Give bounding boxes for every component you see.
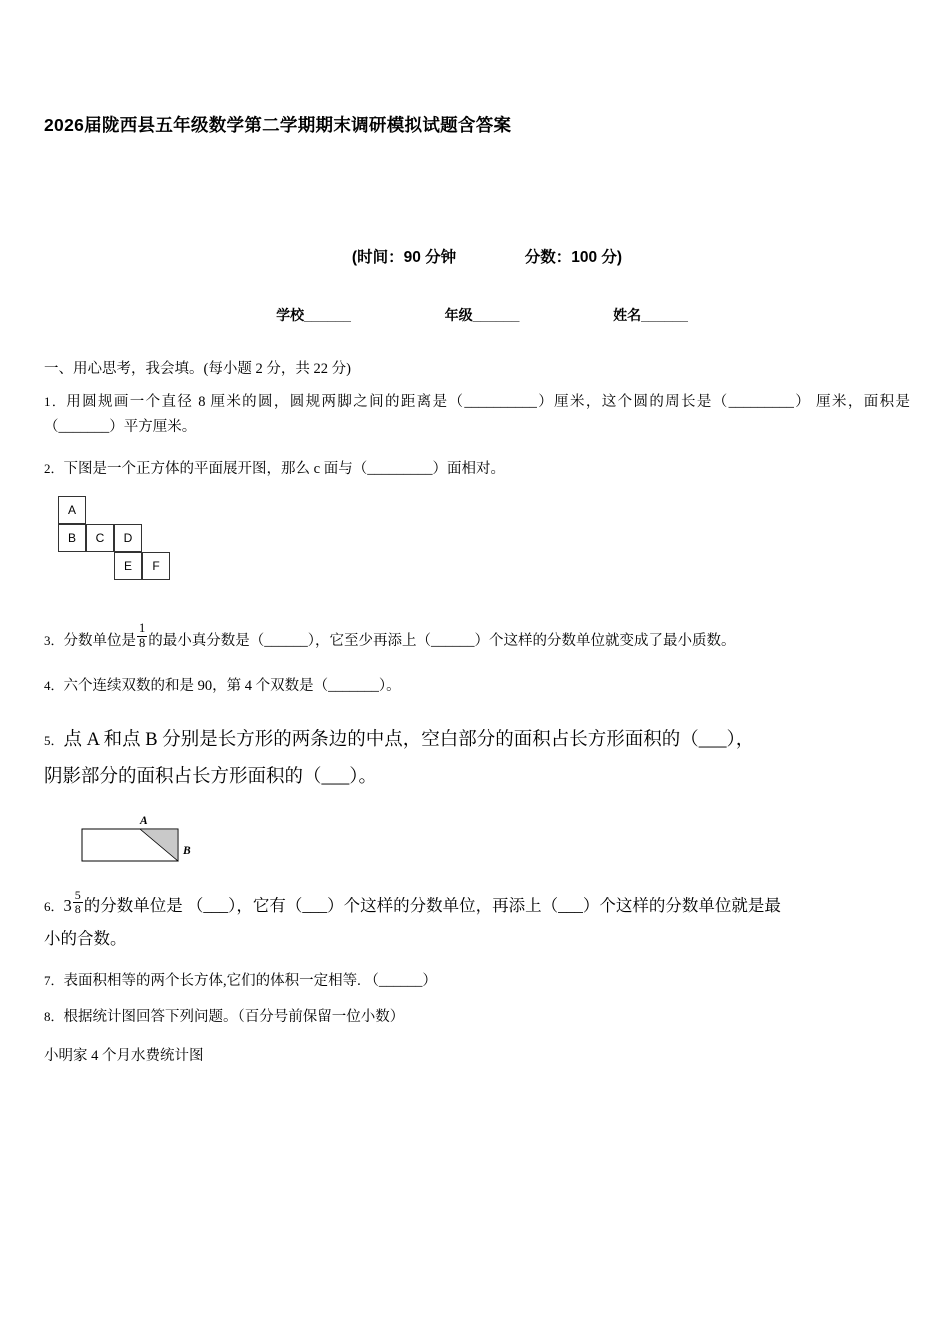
fraction-denominator: 8	[139, 635, 146, 650]
net-cell-a: A	[58, 496, 86, 524]
question-5-line1: 点 A 和点 B 分别是长方形的两条边的中点，空白部分的面积占长方形面积的（___），	[63, 729, 755, 750]
question-6-whole: 3	[63, 896, 72, 916]
exam-meta	[44, 245, 910, 267]
question-8-number: 8．	[44, 1008, 64, 1024]
question-2-text: 下图是一个正方体的平面展开图，那么 c 面与（_________）面相对。	[63, 460, 505, 477]
time-label: (时间：90 分钟	[351, 249, 457, 266]
question-4-number: 4．	[44, 678, 64, 694]
question-6	[44, 889, 910, 955]
question-6-line1: 的分数单位是 （___），它有（___）个这样的分数单位，再添上（___）个这样的分数单位就是最	[83, 896, 781, 916]
question-2-number: 2．	[44, 460, 64, 476]
question-6-number: 6．	[44, 899, 64, 915]
question-7	[44, 969, 910, 994]
question-1-text: 用圆规画一个直径 8 厘米的圆，圆规两脚之间的距离是（__________）厘米，这个圆的周长是（_________） 厘米，面积是（_______）平方厘米。	[44, 393, 910, 436]
page-content	[44, 0, 910, 1065]
page-title: 2026届陇西县五年级数学第二学期期末调研模拟试题含答案	[44, 115, 512, 135]
fraction6-numerator: 5	[74, 888, 81, 903]
fraction6-denominator: 8	[74, 902, 81, 917]
net-cell-b: B	[58, 524, 86, 552]
question-1	[44, 390, 910, 441]
student-fields	[44, 305, 910, 325]
question-5-number: 5．	[44, 732, 64, 748]
section-heading-1: 一、用心思考，我会填。(每小题 2 分，共 22 分)	[44, 361, 351, 377]
question-5	[44, 722, 910, 798]
rectangle-figure-svg	[62, 815, 262, 875]
chart-caption: 小明家 4 个月水费统计图	[44, 1048, 204, 1065]
name-field: 姓名______	[613, 307, 688, 323]
question-3	[44, 621, 910, 654]
fraction-five-eighths	[73, 889, 83, 916]
point-b-label: B	[183, 845, 191, 858]
question-1-number: 1．	[44, 393, 67, 409]
question-8-text: 根据统计图回答下列问题。（百分号前保留一位小数）	[63, 1008, 405, 1025]
net-cell-e: E	[114, 552, 142, 580]
question-3-pre: 分数单位是	[63, 632, 137, 649]
fraction-numerator: 1	[139, 621, 146, 636]
question-6-line2: 小的合数。	[44, 929, 127, 949]
question-7-text: 表面积相等的两个长方体,它们的体积一定相等. （______）	[63, 973, 437, 990]
question-3-post: 的最小真分数是（______），它至少再添上（______）个这样的分数单位就变成了最小质数。	[148, 632, 736, 649]
net-cell-f: F	[142, 552, 170, 580]
school-field: 学校______	[276, 307, 351, 323]
point-a-label: A	[140, 815, 148, 828]
question-4	[44, 674, 910, 699]
rectangle-figure	[62, 815, 262, 875]
question-2	[44, 457, 910, 482]
net-cell-d: D	[114, 524, 142, 552]
fraction-one-eighth	[137, 622, 147, 650]
question-7-number: 7．	[44, 973, 64, 989]
net-cell-c: C	[86, 524, 114, 552]
grade-field: 年级______	[444, 307, 520, 323]
score-label: 分数：100 分)	[524, 249, 623, 266]
cube-net-figure	[50, 496, 250, 596]
question-5-line2: 阴影部分的面积占长方形面积的（___）。	[44, 767, 378, 788]
question-3-number: 3．	[44, 632, 64, 648]
question-8	[44, 1005, 910, 1030]
question-4-text: 六个连续双数的和是 90，第 4 个双数是（_______）。	[63, 678, 401, 695]
